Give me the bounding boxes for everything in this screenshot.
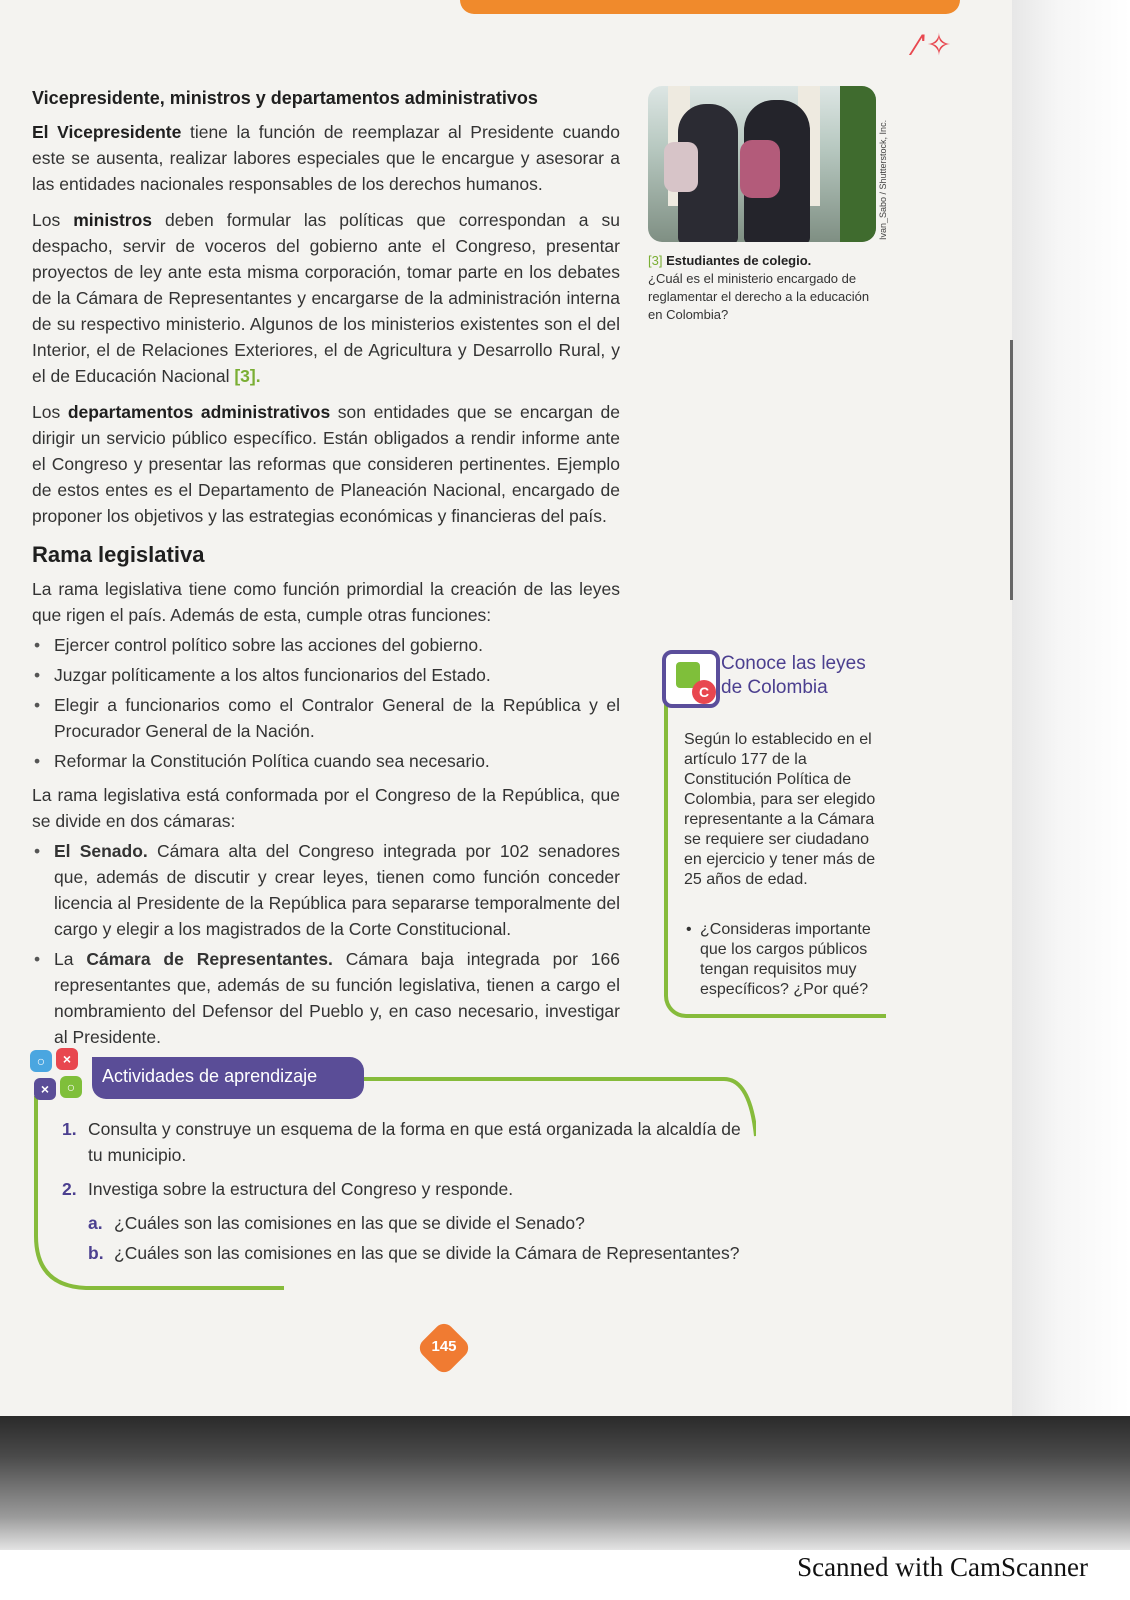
bullet-icon: • xyxy=(686,921,692,938)
caption-question: ¿Cuál es el ministerio encargado de reglamentar el derecho a la educación en Colombia? xyxy=(648,271,870,322)
functions-list xyxy=(32,632,620,774)
photo-credit: Ivan_Sabo / Shutterstock, Inc. xyxy=(878,119,888,240)
list-item-camara: • La Cámara de Representantes. Cámara baja integrada por 166 representantes que, además de su función legislativa, tienen a cargo el nombramiento del Defensor del Pueblo y, en caso necesario, investigar al Presidente. xyxy=(32,946,620,1050)
page-number: 145 xyxy=(431,1338,457,1355)
activity-subitem: b. ¿Cuáles son las comisiones en las que se divide la Cámara de Representantes? xyxy=(88,1243,740,1263)
activities-icon: ○ × × ○ xyxy=(28,1048,88,1104)
list-item: • Reformar la Constitución Política cuando sea necesario. xyxy=(32,748,620,774)
law-book-icon: C xyxy=(662,650,720,708)
photo-caption xyxy=(648,252,870,324)
sidebox-question: • ¿Consideras importante que los cargos públicos tengan requisitos muy específicos? ¿Por qué? xyxy=(686,921,871,998)
activities-title: Actividades de aprendizaje xyxy=(102,1066,318,1086)
students-photo xyxy=(648,86,876,242)
scan-bottom-shadow xyxy=(0,1416,1130,1550)
figure-reference: [3]. xyxy=(234,366,261,386)
paragraph-ministers: Los ministros deben formular las políticas que correspondan a su despacho, servir de voceros del gobierno ante el Congreso, presentar proyectos de ley ante esta misma corporación, tomar parte en los debates de la Cámara de Representantes y encargarse de la administración interna de su respectivo ministerio. Algunos de los ministerios existentes son el del Interior, el de Relaciones Exteriores, el de Agricultura y Desarrollo Rural, y el de Educación Nacional [3]. xyxy=(32,210,620,386)
section-heading-legislative: Rama legislativa xyxy=(32,542,205,567)
paragraph-vicepresident: El Vicepresidente tiene la función de reemplazar al Presidente cuando este se ausenta, realizar labores especiales que le encargue y asesorar a las entidades nacionales responsables de los derechos humanos. xyxy=(32,122,620,194)
top-orange-band xyxy=(460,0,960,14)
paragraph-legislative-intro: La rama legislativa tiene como función primordial la creación de las leyes que rigen el país. Además de esta, cumple otras funciones: xyxy=(32,579,620,625)
activity-item: 2. Investiga sobre la estructura del Congreso y responde. xyxy=(62,1179,514,1199)
paragraph-congress-intro: La rama legislativa está conformada por el Congreso de la República, que se divide en dos cámaras: xyxy=(32,785,620,831)
scanner-label: Scanned with CamScanner xyxy=(797,1552,1088,1582)
sidebox-title: Conoce las leyes de Colombia xyxy=(721,653,866,698)
activity-subitem: a. ¿Cuáles son las comisiones en las que se divide el Senado? xyxy=(88,1213,585,1233)
section-executive xyxy=(32,88,620,529)
list-item: • Ejercer control político sobre las acciones del gobierno. xyxy=(32,632,620,658)
sparkle-icon: ⁄ ' ✧ xyxy=(915,29,948,62)
list-item: • Elegir a funcionarios como el Contralor General de la República y el Procurador General de la Nación. xyxy=(32,692,620,744)
section-heading: Vicepresidente, ministros y departamentos administrativos xyxy=(32,88,538,108)
activities-list xyxy=(62,1116,742,1270)
activities-title-pill xyxy=(92,1057,364,1099)
page-fold-shadow xyxy=(1012,0,1130,1416)
sidebox-text: Según lo establecido en el artículo 177 de la Constitución Política de Colombia, para ser elegido representante a la Cámara se requiere ser ciudadano en ejercicio y tener más de 25 años de edad. xyxy=(684,731,876,888)
paragraph-departments: Los departamentos administrativos son entidades que se encargan de dirigir un servicio público específico. Están obligados a rendir informe ante el Congreso y presentar las reformas que consideren pertinentes. Ejemplo de estos entes es el Departamento de Planeación Nacional, encargado de proponer los objetivos y las estrategias económicas y financieras del país. xyxy=(32,402,621,526)
list-item: • Juzgar políticamente a los altos funcionarios del Estado. xyxy=(32,662,620,688)
caption-title: Estudiantes de colegio. xyxy=(666,253,812,268)
list-item-senado: • El Senado. Cámara alta del Congreso integrada por 102 senadores que, además de discutir y crear leyes, tienen como función conceder licencia al Presidente de la República para separarse temporalmente del cargo y elegir a los magistrados de la Corte Constitucional. xyxy=(32,838,620,942)
activity-item: 1. Consulta y construye un esquema de la forma en que está organizada la alcaldía de tu municipio. xyxy=(62,1119,741,1165)
chambers-list xyxy=(32,838,620,1050)
section-legislative xyxy=(32,542,620,1050)
caption-reference: [3] xyxy=(648,253,663,268)
